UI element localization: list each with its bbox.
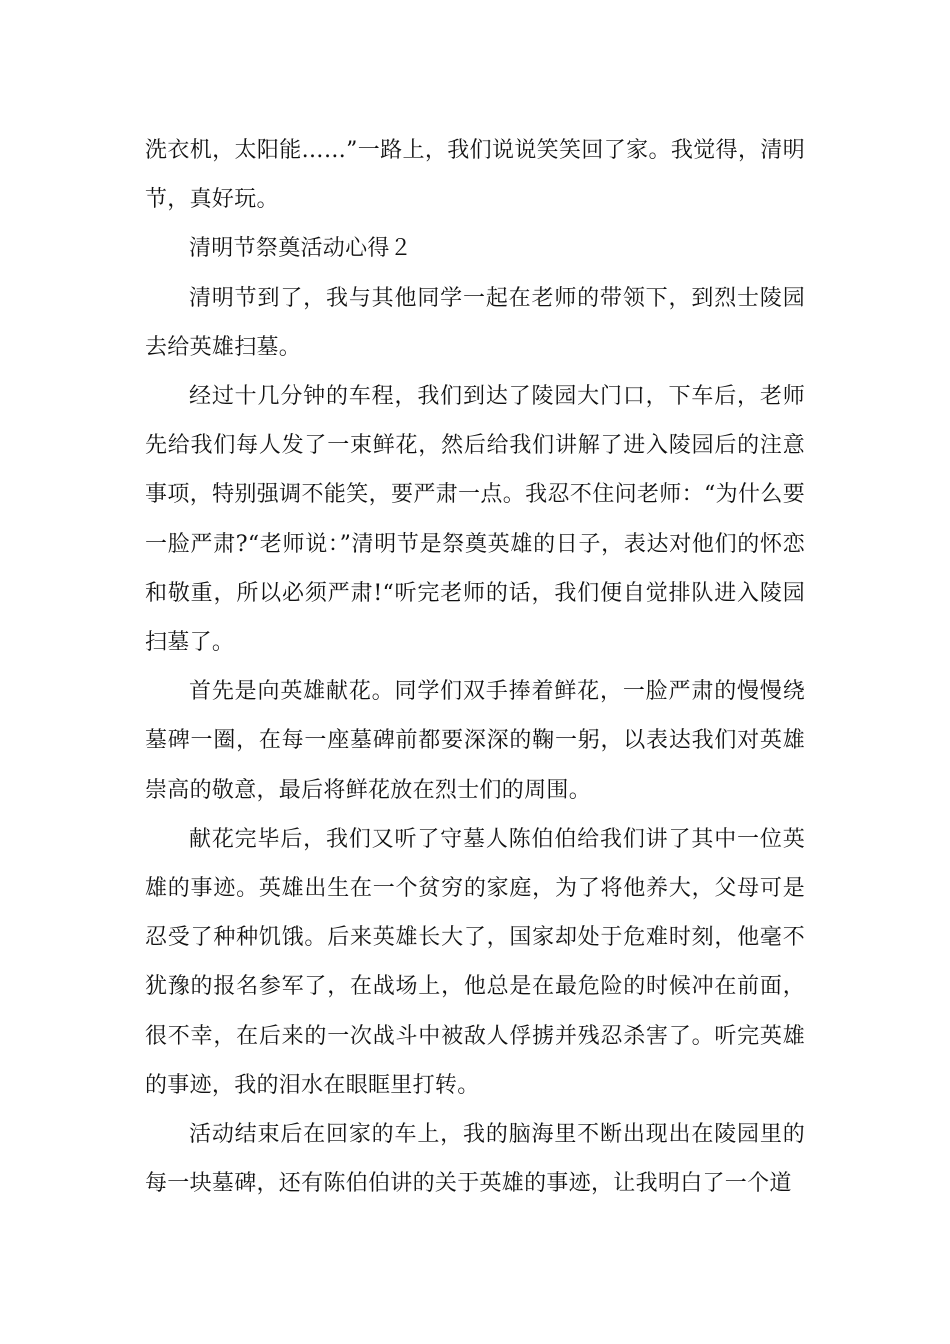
document-body xyxy=(145,126,805,1208)
section-title: 清明节祭奠活动心得２ xyxy=(189,236,413,262)
paragraph-intro: 清明节到了，我与其他同学一起在老师的带领下，到烈士陵园去给英雄扫墓。 xyxy=(145,285,805,360)
paragraph-arrival: 经过十几分钟的车程，我们到达了陵园大门口，下车后，老师先给我们每人发了一束鲜花，然后给我们讲解了进入陵园后的注意事项，特别强调不能笑，要严肃一点。我忍不住问老师：“为什么要一脸严肃?“老师说：”清明节是祭奠英雄的日子，表达对他们的怀恋和敬重，所以必须严肃!“听完老师的话，我们便自觉排队进入陵园扫墓了。 xyxy=(145,384,805,656)
paragraph-reflection: 活动结束后在回家的车上，我的脑海里不断出现出在陵园里的每一块墓碑，还有陈伯伯讲的关于英雄的事迹，让我明白了一个道 xyxy=(145,1122,805,1197)
paragraph-flowers: 首先是向英雄献花。同学们双手捧着鲜花，一脸严肃的慢慢绕墓碑一圈，在每一座墓碑前都要深深的鞠一躬，以表达我们对英雄崇高的敬意，最后将鲜花放在烈士们的周围。 xyxy=(145,679,805,803)
continued-paragraph: 洗衣机，太阳能……”一路上，我们说说笑笑回了家。我觉得，清明节，真好玩。 xyxy=(145,138,805,213)
paragraph-hero-story: 献花完毕后，我们又听了守墓人陈伯伯给我们讲了其中一位英雄的事迹。英雄出生在一个贫穷的家庭，为了将他养大，父母可是忍受了种种饥饿。后来英雄长大了，国家却处于危难时刻，他毫不犹豫的报名参军了，在战场上，他总是在最危险的时候冲在前面，很不幸，在后来的一次战斗中被敌人俘掳并残忍杀害了。听完英雄的事迹，我的泪水在眼眶里打转。 xyxy=(145,826,805,1098)
